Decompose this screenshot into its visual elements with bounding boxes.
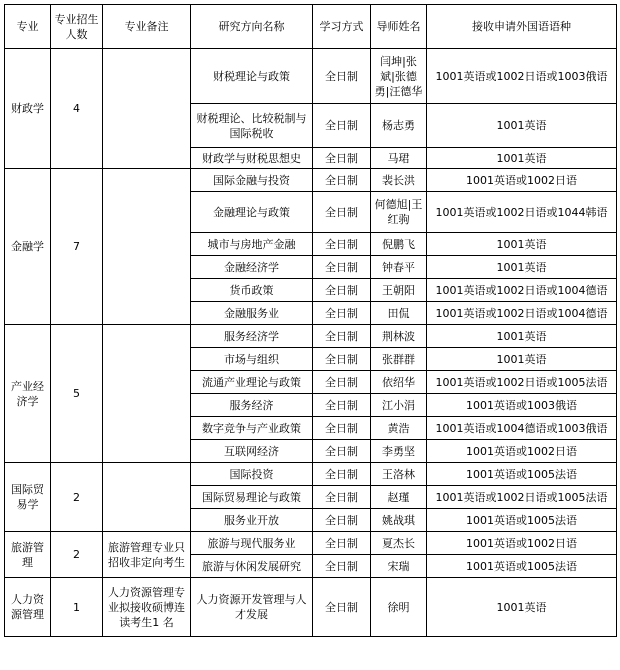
direction-cell: 财税理论与政策 (191, 49, 313, 104)
major-cell: 产业经济学 (5, 325, 51, 463)
language-cell: 1001英语或1002日语 (427, 169, 617, 192)
language-cell: 1001英语 (427, 325, 617, 348)
direction-cell: 财政学与财税思想史 (191, 148, 313, 169)
mode-cell: 全日制 (313, 348, 371, 371)
mode-cell: 全日制 (313, 509, 371, 532)
advisor-cell: 依绍华 (371, 371, 427, 394)
mode-cell: 全日制 (313, 256, 371, 279)
mode-cell: 全日制 (313, 578, 371, 637)
direction-cell: 金融经济学 (191, 256, 313, 279)
advisor-cell: 徐明 (371, 578, 427, 637)
advisor-cell: 王朝阳 (371, 279, 427, 302)
table-row (5, 169, 617, 192)
direction-cell: 服务经济学 (191, 325, 313, 348)
header-advisor: 导师姓名 (371, 5, 427, 49)
language-cell: 1001英语或1002日语 (427, 440, 617, 463)
mode-cell: 全日制 (313, 233, 371, 256)
language-cell: 1001英语或1002日语或1003俄语 (427, 49, 617, 104)
major-cell: 财政学 (5, 49, 51, 169)
table-row (5, 532, 617, 555)
direction-cell: 流通产业理论与政策 (191, 371, 313, 394)
advisor-cell: 杨志勇 (371, 104, 427, 148)
advisor-cell: 裴长洪 (371, 169, 427, 192)
enrollment-table (4, 4, 617, 637)
note-cell: 旅游管理专业只招收非定向考生 (103, 532, 191, 578)
note-cell (103, 325, 191, 463)
language-cell: 1001英语 (427, 233, 617, 256)
mode-cell: 全日制 (313, 192, 371, 233)
language-cell: 1001英语 (427, 256, 617, 279)
note-cell: 人力资源管理专业拟接收硕博连读考生1 名 (103, 578, 191, 637)
major-cell: 国际贸易学 (5, 463, 51, 532)
direction-cell: 人力资源开发管理与人才发展 (191, 578, 313, 637)
direction-cell: 互联网经济 (191, 440, 313, 463)
advisor-cell: 王洛林 (371, 463, 427, 486)
language-cell: 1001英语或1002日语或1004德语 (427, 302, 617, 325)
header-major: 专业 (5, 5, 51, 49)
mode-cell: 全日制 (313, 325, 371, 348)
direction-cell: 财税理论、比较税制与国际税收 (191, 104, 313, 148)
direction-cell: 旅游与现代服务业 (191, 532, 313, 555)
language-cell: 1001英语 (427, 348, 617, 371)
direction-cell: 货币政策 (191, 279, 313, 302)
language-cell: 1001英语或1003俄语 (427, 394, 617, 417)
mode-cell: 全日制 (313, 279, 371, 302)
language-cell: 1001英语或1005法语 (427, 463, 617, 486)
mode-cell: 全日制 (313, 49, 371, 104)
language-cell: 1001英语或1005法语 (427, 555, 617, 578)
language-cell: 1001英语 (427, 104, 617, 148)
language-cell: 1001英语或1002日语或1044韩语 (427, 192, 617, 233)
quota-cell: 2 (51, 532, 103, 578)
mode-cell: 全日制 (313, 394, 371, 417)
quota-cell: 7 (51, 169, 103, 325)
direction-cell: 国际投资 (191, 463, 313, 486)
mode-cell: 全日制 (313, 463, 371, 486)
header-mode: 学习方式 (313, 5, 371, 49)
direction-cell: 市场与组织 (191, 348, 313, 371)
table-row (5, 578, 617, 637)
mode-cell: 全日制 (313, 148, 371, 169)
quota-cell: 1 (51, 578, 103, 637)
language-cell: 1001英语 (427, 148, 617, 169)
major-cell: 人力资源管理 (5, 578, 51, 637)
direction-cell: 国际金融与投资 (191, 169, 313, 192)
advisor-cell: 宋瑞 (371, 555, 427, 578)
advisor-cell: 何德旭|王红驹 (371, 192, 427, 233)
table-row (5, 49, 617, 104)
major-cell: 金融学 (5, 169, 51, 325)
direction-cell: 金融理论与政策 (191, 192, 313, 233)
header-row (5, 5, 617, 49)
note-cell (103, 463, 191, 532)
mode-cell: 全日制 (313, 486, 371, 509)
mode-cell: 全日制 (313, 532, 371, 555)
advisor-cell: 李勇坚 (371, 440, 427, 463)
advisor-cell: 钟春平 (371, 256, 427, 279)
direction-cell: 国际贸易理论与政策 (191, 486, 313, 509)
language-cell: 1001英语或1002日语 (427, 532, 617, 555)
language-cell: 1001英语 (427, 578, 617, 637)
mode-cell: 全日制 (313, 302, 371, 325)
header-quota: 专业招生人数 (51, 5, 103, 49)
mode-cell: 全日制 (313, 417, 371, 440)
language-cell: 1001英语或1005法语 (427, 509, 617, 532)
mode-cell: 全日制 (313, 104, 371, 148)
header-note: 专业备注 (103, 5, 191, 49)
note-cell (103, 49, 191, 169)
mode-cell: 全日制 (313, 169, 371, 192)
table-row (5, 463, 617, 486)
language-cell: 1001英语或1004德语或1003俄语 (427, 417, 617, 440)
language-cell: 1001英语或1002日语或1005法语 (427, 486, 617, 509)
header-language: 接收申请外国语语种 (427, 5, 617, 49)
major-cell: 旅游管理 (5, 532, 51, 578)
advisor-cell: 夏杰长 (371, 532, 427, 555)
direction-cell: 服务经济 (191, 394, 313, 417)
advisor-cell: 黄浩 (371, 417, 427, 440)
advisor-cell: 倪鹏飞 (371, 233, 427, 256)
advisor-cell: 荆林波 (371, 325, 427, 348)
mode-cell: 全日制 (313, 440, 371, 463)
direction-cell: 金融服务业 (191, 302, 313, 325)
advisor-cell: 马珺 (371, 148, 427, 169)
advisor-cell: 闫坤|张斌|张德勇|汪德华 (371, 49, 427, 104)
language-cell: 1001英语或1002日语或1004德语 (427, 279, 617, 302)
note-cell (103, 169, 191, 325)
direction-cell: 旅游与休闲发展研究 (191, 555, 313, 578)
quota-cell: 2 (51, 463, 103, 532)
advisor-cell: 张群群 (371, 348, 427, 371)
mode-cell: 全日制 (313, 371, 371, 394)
advisor-cell: 姚战琪 (371, 509, 427, 532)
header-direction: 研究方向名称 (191, 5, 313, 49)
language-cell: 1001英语或1002日语或1005法语 (427, 371, 617, 394)
direction-cell: 城市与房地产金融 (191, 233, 313, 256)
direction-cell: 服务业开放 (191, 509, 313, 532)
advisor-cell: 江小涓 (371, 394, 427, 417)
table-row (5, 325, 617, 348)
advisor-cell: 田侃 (371, 302, 427, 325)
direction-cell: 数字竞争与产业政策 (191, 417, 313, 440)
quota-cell: 4 (51, 49, 103, 169)
quota-cell: 5 (51, 325, 103, 463)
advisor-cell: 赵瑾 (371, 486, 427, 509)
mode-cell: 全日制 (313, 555, 371, 578)
